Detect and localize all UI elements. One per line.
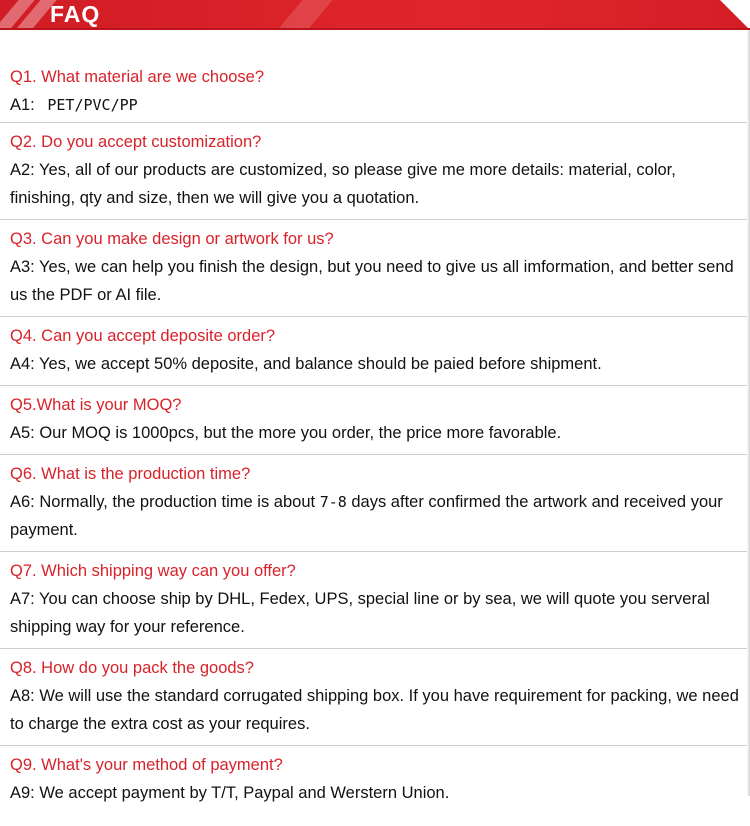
answer-6-days: 7-8 [319, 493, 347, 511]
faq-item-6 [0, 455, 748, 552]
faq-header [0, 0, 750, 30]
answer-3: A3: Yes, we can help you finish the design, but you need to give us all imformation, and better send us the PDF or AI file. [10, 258, 734, 304]
answer-2: A2: Yes, all of our products are customized, so please give me more details: material, color, finishing, qty and size, then we will give you a quotation. [10, 161, 676, 207]
answer-9: A9: We accept payment by T/T, Paypal and Werstern Union. [10, 784, 450, 802]
answer-6-pre: A6: Normally, the production time is about [10, 493, 320, 511]
faq-item-8 [0, 649, 748, 746]
answer-1-label: A1: [10, 96, 35, 114]
answer-1 [10, 91, 740, 119]
faq-item-5 [0, 386, 748, 455]
question-8: Q8. How do you pack the goods? [10, 659, 254, 677]
answer-6-post: days after confirmed the artwork and received your payment. [10, 493, 723, 539]
answer-1-text: PET/PVC/PP [47, 96, 138, 114]
answer-4: A4: Yes, we accept 50% deposite, and balance should be paied before shipment. [10, 355, 602, 373]
answer-5: A5: Our MOQ is 1000pcs, but the more you order, the price more favorable. [10, 424, 562, 442]
question-9: Q9. What's your method of payment? [10, 756, 283, 774]
faq-item-2 [0, 123, 748, 220]
answer-7: A7: You can choose ship by DHL, Fedex, UPS, special line or by sea, we will quote you serveral shipping way for your reference. [10, 590, 710, 636]
faq-item-3 [0, 220, 748, 317]
faq-item-4 [0, 317, 748, 386]
question-2: Q2. Do you accept customization? [10, 133, 262, 151]
faq-item-1 [0, 60, 748, 123]
question-7: Q7. Which shipping way can you offer? [10, 562, 296, 580]
answer-8: A8: We will use the standard corrugated shipping box. If you have requirement for packing, we need to charge the extra cost as your requires. [10, 687, 739, 733]
header-underline [0, 28, 750, 30]
faq-item-7 [0, 552, 748, 649]
question-4: Q4. Can you accept deposite order? [10, 327, 276, 345]
question-1: Q1. What material are we choose? [10, 68, 265, 86]
header-bar [0, 0, 750, 30]
question-3: Q3. Can you make design or artwork for us? [10, 230, 334, 248]
question-5: Q5.What is your MOQ? [10, 396, 182, 414]
faq-item-9 [0, 746, 748, 826]
answer-6 [10, 488, 740, 544]
faq-title: FAQ [50, 1, 101, 27]
header-corner [720, 0, 750, 30]
question-6: Q6. What is the production time? [10, 465, 251, 483]
